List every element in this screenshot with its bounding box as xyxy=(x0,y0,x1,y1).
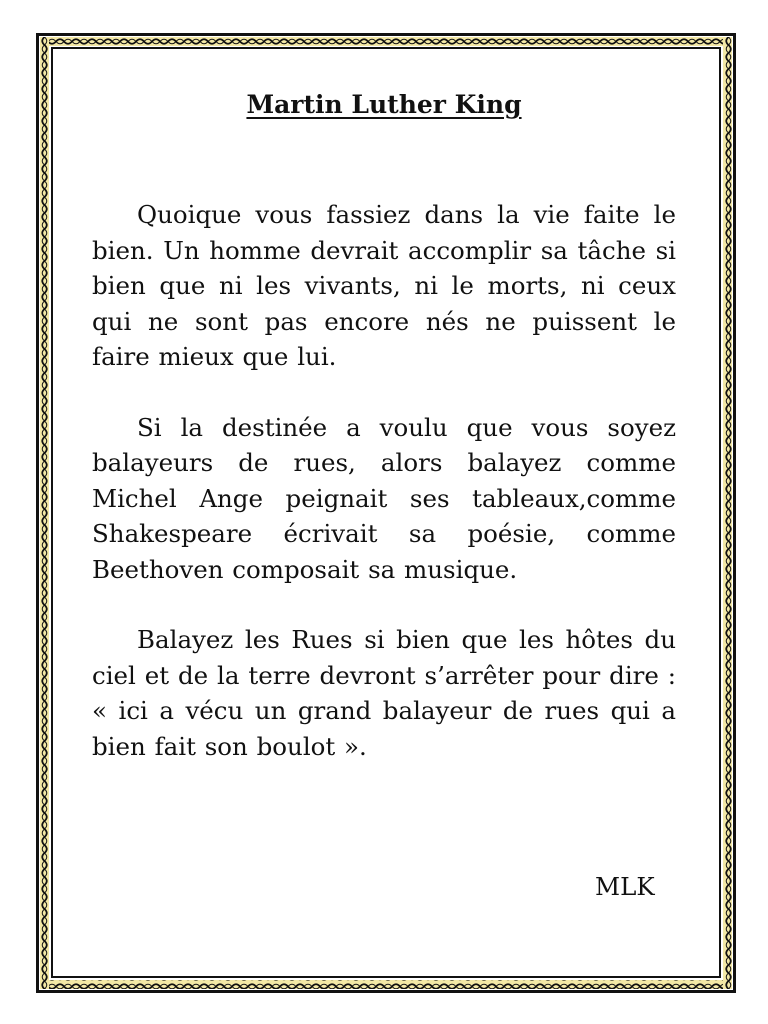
document-title: Martin Luther King xyxy=(246,90,522,119)
paragraph-1: Quoique vous fassiez dans la vie faite le bien. Un homme devrait accomplir sa tâche si bien que ni les vivants, ni le morts, ni ceux qui ne sont pas encore nés ne puissent le faire mieux que lui. xyxy=(92,200,676,371)
paragraph-3: Balayez les Rues si bien que les hôtes du ciel et de la terre devront s’arrêter pour dire : « ici a vécu un grand balayeur de rues qui a bien fait son boulot ». xyxy=(92,625,676,761)
signature: MLK xyxy=(595,872,655,901)
document-body xyxy=(92,80,676,764)
paragraph-2: Si la destinée a voulu que vous soyez balayeurs de rues, alors balayez comme Michel Ange peignait ses tableaux,comme Shakespeare écrivait sa poésie, comme Beethoven composait sa musique. xyxy=(92,412,676,584)
